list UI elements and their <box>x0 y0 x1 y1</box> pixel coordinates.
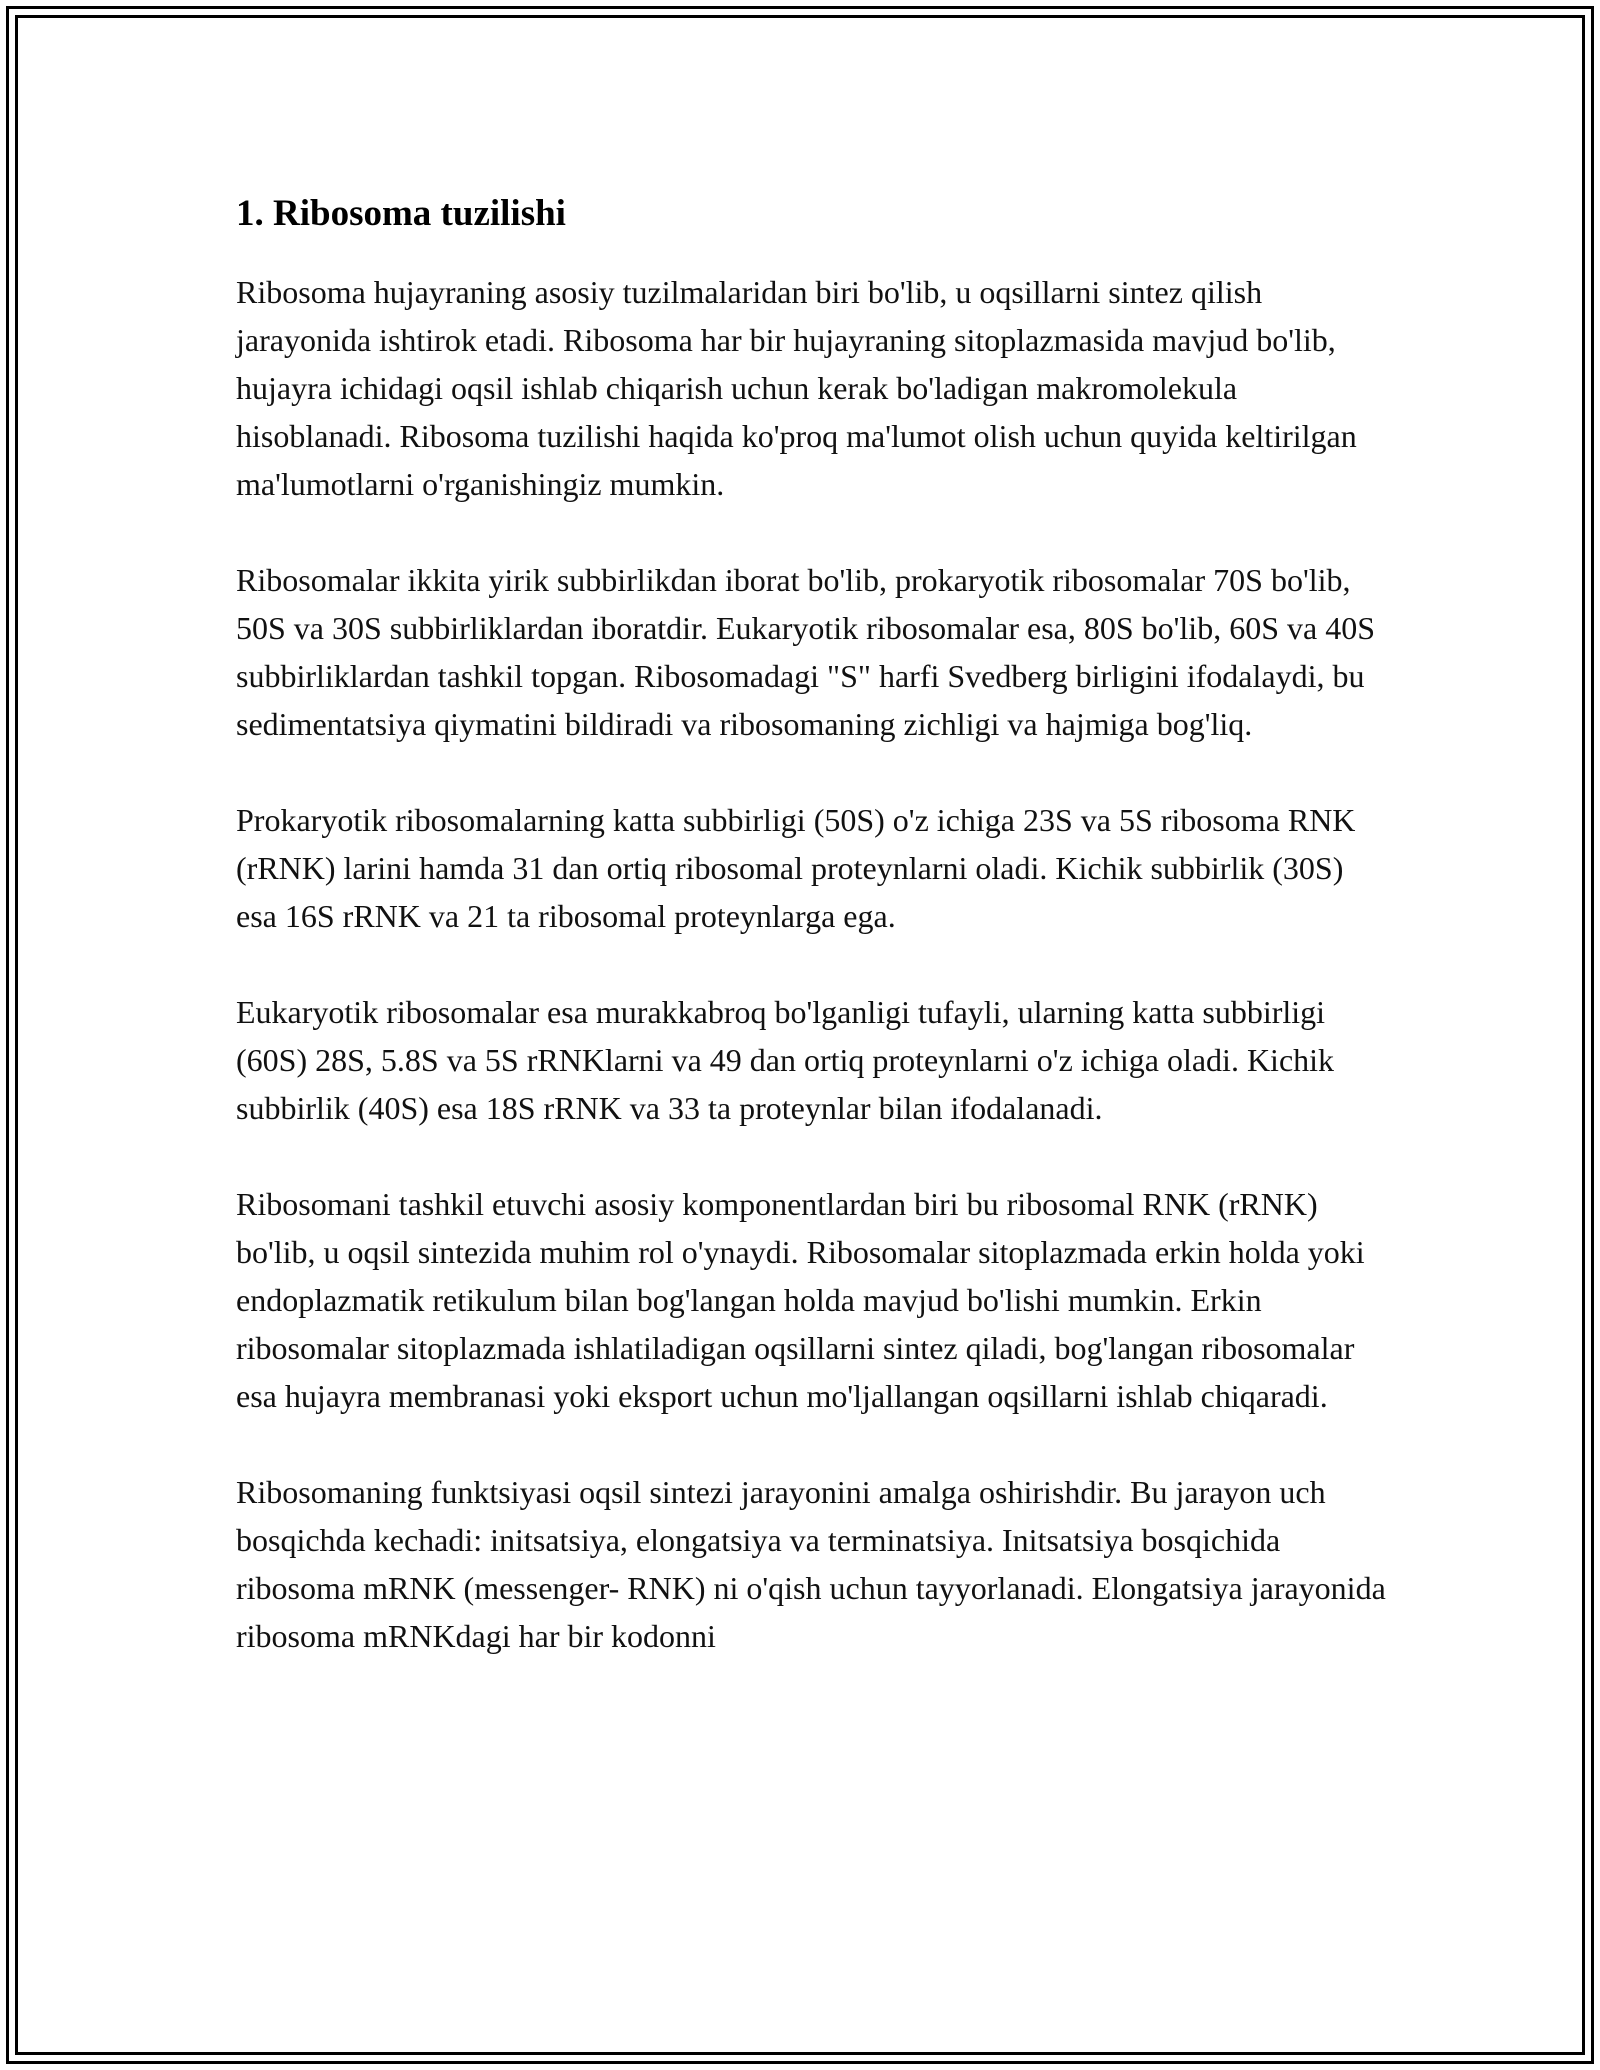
paragraph-4: Eukaryotik ribosomalar esa murakkabroq bo'lganligi tufayli, ularning katta subbirligi (60S) 28S, 5.8S va 5S rRNKlarni va 49 dan ortiq proteynlarni o'z ichiga oladi. Kichik subbirlik (40S) esa 18S rRNK va 33 ta proteynlar bilan ifodalanadi. <box>236 994 1335 1126</box>
paragraph-3: Prokaryotik ribosomalarning katta subbirligi (50S) o'z ichiga 23S va 5S ribosoma RNK (rRNK) larini hamda 31 dan ortiq ribosomal proteynlarni oladi. Kichik subbirlik (30S) esa 16S rRNK va 21 ta ribosomal proteynlarga ega. <box>236 802 1356 934</box>
paragraph-6: Ribosomaning funktsiyasi oqsil sintezi jarayonini amalga oshirishdir. Bu jarayon uch bosqichda kechadi: initsatsiya, elongatsiya va terminatsiya. Initsatsiya bosqichida ribosoma mRNK (messenger- RNK) ni o'qish uchun tayyorlanadi. Elongatsiya jarayonida ribosoma mRNKdagi har bir kodonni <box>236 1474 1386 1654</box>
document-body <box>236 190 1386 1708</box>
paragraph-2: Ribosomalar ikkita yirik subbirlikdan iborat bo'lib, prokaryotik ribosomalar 70S bo'lib, 50S va 30S subbirliklardan iboratdir. Eukaryotik ribosomalar esa, 80S bo'lib, 60S va 40S subbirliklardan tashkil topgan. Ribosomadagi "S" harfi Svedberg birligini ifodalaydi, bu sedimentatsiya qiymatini bildiradi va ribosomaning zichligi va hajmiga bog'liq. <box>236 562 1375 742</box>
paragraph-1: Ribosoma hujayraning asosiy tuzilmalaridan biri bo'lib, u oqsillarni sintez qilish jarayonida ishtirok etadi. Ribosoma har bir hujayraning sitoplazmasida mavjud bo'lib, hujayra ichidagi oqsil ishlab chiqarish uchun kerak bo'ladigan makromolekula hisoblanadi. Ribosoma tuzilishi haqida ko'proq ma'lumot olish uchun quyida keltirilgan ma'lumotlarni o'rganishingiz mumkin. <box>236 274 1357 502</box>
section-heading: 1. Ribosoma tuzilishi <box>236 193 566 234</box>
paragraph-5: Ribosomani tashkil etuvchi asosiy komponentlardan biri bu ribosomal RNK (rRNK) bo'lib, u oqsil sintezida muhim rol o'ynaydi. Ribosomalar sitoplazmada erkin holda yoki endoplazmatik retikulum bilan bog'langan holda mavjud bo'lishi mumkin. Erkin ribosomalar sitoplazmada ishlatiladigan oqsillarni sintez qiladi, bog'langan ribosomalar esa hujayra membranasi yoki eksport uchun mo'ljallangan oqsillarni ishlab chiqaradi. <box>236 1186 1365 1414</box>
